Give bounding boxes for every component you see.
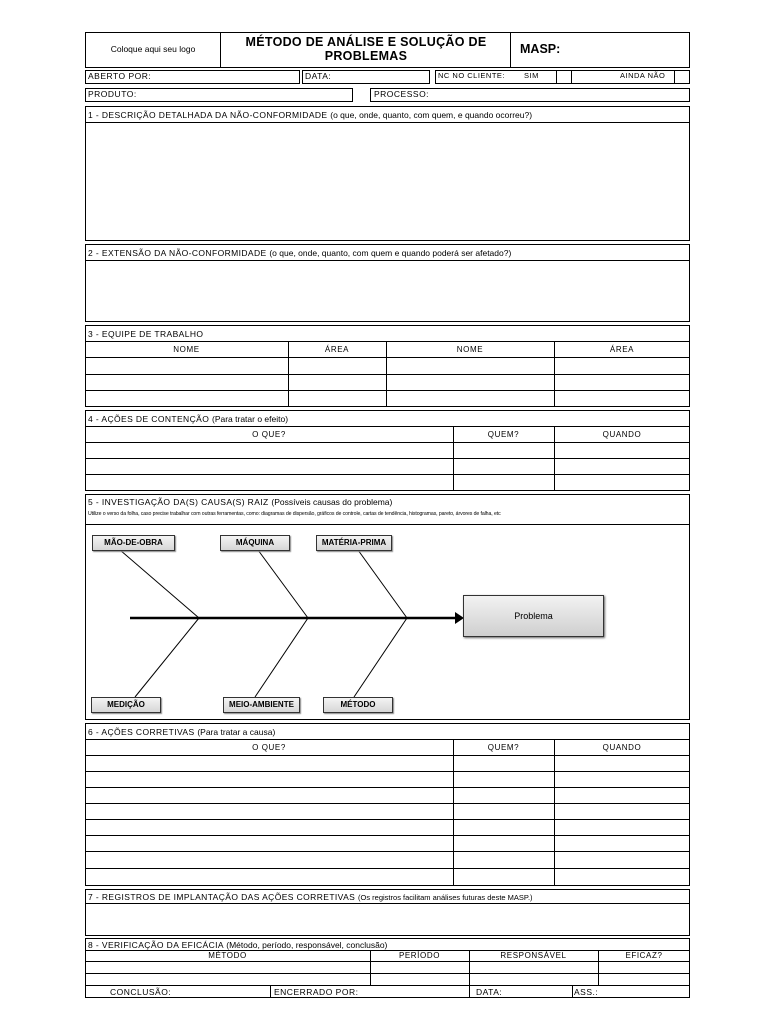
bone-meio-ambiente — [255, 618, 308, 697]
bone-maquina — [258, 550, 308, 618]
section-4-heading: 4 - AÇÕES DE CONTENÇÃO — [88, 414, 210, 424]
section-5-subtitle: (Possíveis causas do problema) — [271, 497, 393, 507]
table-rule — [85, 835, 690, 836]
cause-materia-prima: MATÉRIA-PRIMA — [316, 535, 392, 551]
section-8-subtitle: (Método, período, responsável, conclusão) — [226, 940, 388, 950]
table-rule — [85, 819, 690, 820]
section-7-subtitle: (Os registros facilitam análises futuras deste MASP.) — [358, 893, 533, 902]
section-8-heading: 8 - VERIFICAÇÃO DA EFICÁCIA — [88, 940, 224, 950]
sim-label: SIM — [524, 71, 539, 80]
col-oque: O QUE? — [252, 743, 286, 752]
bone-mao-de-obra — [120, 550, 199, 618]
table-rule — [85, 851, 690, 852]
nc-cliente-label: NC NO CLIENTE: — [438, 71, 506, 80]
col-area-1: ÁREA — [324, 345, 350, 354]
section-6-title — [88, 727, 275, 737]
col-nome-2: NOME — [456, 345, 484, 354]
table-rule — [85, 868, 690, 869]
ainda-nao-label: AINDA NÃO — [620, 71, 666, 80]
col-quando: QUANDO — [602, 743, 642, 752]
table-rule — [572, 985, 573, 998]
problem-box: Problema — [463, 595, 604, 637]
table-rule — [85, 771, 690, 772]
table-rule — [453, 739, 454, 886]
cause-maquina: MÁQUINA — [220, 535, 290, 551]
aberto-por-label: ABERTO POR: — [88, 71, 152, 81]
col-quem: QUEM? — [487, 743, 520, 752]
logo-placeholder[interactable]: Coloque aqui seu logo — [110, 44, 196, 54]
col-quando: QUANDO — [602, 430, 642, 439]
col-area-2: ÁREA — [609, 345, 635, 354]
section-7-title — [88, 892, 533, 902]
section-7-heading: 7 - REGISTROS DE IMPLANTAÇÃO DAS AÇÕES CORRETIVAS — [88, 892, 356, 902]
col-quem: QUEM? — [487, 430, 520, 439]
section-1-subtitle: (o que, onde, quanto, com quem, e quando ocorreu?) — [330, 110, 533, 120]
col-eficaz: EFICAZ? — [625, 951, 663, 960]
bone-medicao — [135, 618, 199, 697]
produto-label: PRODUTO: — [88, 89, 137, 99]
section-5-note: Utilize o verso da folha, caso precise trabalhar com outras ferramentas, como: diagramas de dispersão, gráficos de controle, cartas de tendência, histogramas, pareto, árvores de falha, etc — [88, 511, 501, 517]
col-periodo: PERÍODO — [398, 951, 441, 960]
section-1-heading: 1 - DESCRIÇÃO DETALHADA DA NÃO-CONFORMIDADE — [88, 110, 328, 120]
table-rule — [554, 739, 555, 886]
cause-metodo: MÉTODO — [323, 697, 393, 713]
page-title: MÉTODO DE ANÁLISE E SOLUÇÃO DE PROBLEMAS — [245, 35, 487, 63]
table-rule — [85, 985, 690, 986]
section-5-heading: 5 - INVESTIGAÇÃO DA(S) CAUSA(S) RAIZ — [88, 497, 269, 507]
data-label: DATA: — [305, 71, 332, 81]
cause-meio-ambiente: MEIO-AMBIENTE — [223, 697, 300, 713]
encerrado-por-label: ENCERRADO POR: — [274, 987, 359, 997]
records-textarea[interactable] — [86, 904, 689, 935]
table-rule — [85, 803, 690, 804]
data-label-8: DATA: — [476, 987, 503, 997]
table-rule — [85, 787, 690, 788]
section-4-subtitle: (Para tratar o efeito) — [211, 414, 289, 424]
section-6-heading: 6 - AÇÕES CORRETIVAS — [88, 727, 195, 737]
section-8-title — [88, 940, 387, 950]
processo-label: PROCESSO: — [374, 89, 430, 99]
table-rule — [85, 973, 690, 974]
table-rule — [85, 961, 690, 962]
ass-label: ASS.: — [574, 987, 599, 997]
conclusao-label: CONCLUSÃO: — [110, 987, 172, 997]
bone-metodo — [354, 618, 407, 697]
section-2-heading: 2 - EXTENSÃO DA NÃO-CONFORMIDADE — [88, 248, 267, 258]
cause-mao-de-obra: MÃO-DE-OBRA — [92, 535, 175, 551]
section-2-subtitle: (o que, onde, quanto, com quem e quando poderá ser afetado?) — [269, 248, 512, 258]
cause-medicao: MEDIÇÃO — [91, 697, 161, 713]
col-metodo: MÉTODO — [208, 951, 247, 960]
col-nome-1: NOME — [173, 345, 200, 354]
table-rule — [270, 985, 271, 998]
col-oque: O QUE? — [252, 430, 286, 439]
section-divider — [85, 950, 690, 951]
masp-label: MASP: — [520, 42, 561, 56]
table-rule — [85, 755, 690, 756]
col-responsavel: RESPONSÁVEL — [500, 951, 567, 960]
section-6-subtitle: (Para tratar a causa) — [197, 727, 276, 737]
section-divider — [85, 739, 690, 740]
section-3-title: 3 - EQUIPE DE TRABALHO — [88, 329, 204, 339]
bone-materia-prima — [358, 550, 407, 618]
